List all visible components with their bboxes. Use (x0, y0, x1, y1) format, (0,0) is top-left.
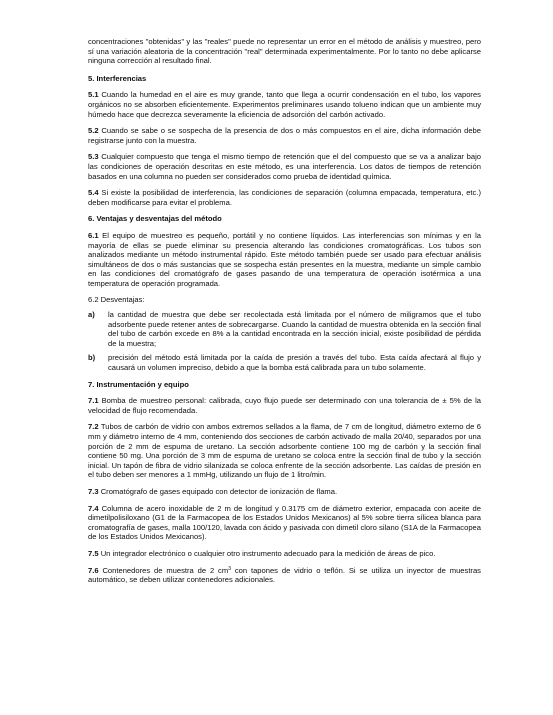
list-text: la cantidad de muestra que debe ser recolectada está limitada por el número de miligramos que el tubo adsorbente puede retener antes de sobrecargarse. Cuando la cantidad de muestra obtenida en la sección final del tubo de carbón excede en 8% a la cantidad encontrada en la sección inicial, existe posibilidad de pérdida de la muestra; (108, 310, 481, 348)
clause-text: Bomba de muestreo personal: calibrada, cuyo flujo puede ser determinado con una tolerancia de ± 5% de la velocidad de flujo recomendada. (88, 396, 481, 415)
clause-number: 7.2 (88, 422, 99, 432)
list-item-a (88, 310, 481, 348)
clause-text-pre: Contenedores de muestra de 2 cm (102, 565, 229, 575)
section-6-heading: 6. Ventajas y desventajas del método (88, 214, 222, 224)
clause-text: Cuando la humedad en el aire es muy grande, tanto que llega a ocurrir condensación en el tubo, los vapores orgánicos no se absorben eficientemente. Experimentos preliminares usando tolueno indican que un ambiente muy húmedo hace que decrezca severamente la eficiencia de adsorción del carbón activado. (88, 90, 481, 119)
paragraph-6-2: 6.2 Desventajas: (88, 295, 145, 305)
paragraph-7-6 (88, 566, 481, 585)
paragraph-7-3 (88, 487, 481, 497)
paragraph-7-5 (88, 549, 481, 559)
section-7-heading: 7. Instrumentación y equipo (88, 379, 189, 389)
clause-number: 5.3 (88, 152, 99, 162)
clause-text: Cuando se sabe o se sospecha de la presencia de dos o más compuestos en el aire, dicha información debe registrarse junto con la muestra. (88, 126, 481, 145)
clause-number: 7.1 (88, 396, 99, 406)
clause-text-post: con tapones de vidrio o teflón. Si se utiliza un inyector de muestras automático, se deben utilizar contenedores adicionales. (88, 565, 481, 585)
list-text: precisión del método está limitada por la caída de presión a través del tubo. Esta caída afectará al flujo y causará un volumen impreciso, debido a que la bomba está calibrada para un tubo solamente. (108, 353, 481, 373)
clause-text: Columna de acero inoxidable de 2 m de longitud y 0.3175 cm de diámetro exterior, empacada con aceite de dimetilpolisiloxano (G1 de la Farmacopea de los Estados Unidos Mexicanos) al 5% sobre tierra sílicea blanca para cromatografía de gases, malla 100/120, lavada con ácido y pasivada con dimetil cloro silano (S1A de la Farmacopea de los Estados Unidos Mexicanos). (88, 503, 481, 542)
clause-number: 7.6 (88, 565, 99, 575)
paragraph-5-3 (88, 152, 481, 181)
paragraph-7-2 (88, 422, 481, 480)
clause-text: Cromatógrafo de gases equipado con detector de ionización de flama. (100, 486, 338, 496)
superscript: 3 (228, 565, 231, 572)
clause-number: 7.4 (88, 503, 99, 513)
clause-number: 5.1 (88, 90, 99, 100)
intro-paragraph: concentraciones "obtenidas" y las "reales" puede no representar un error en el método de análisis y muestreo, pero sí una variación aleatoria de la concentración "real" determinada experimentalmente. Por lo tanto no debe aplicarse ninguna corrección al resultado final. (88, 37, 481, 66)
paragraph-6-1 (88, 231, 481, 289)
clause-number: 6.1 (88, 230, 99, 240)
clause-text: Tubos de carbón de vidrio con ambos extremos sellados a la flama, de 7 cm de longitud, diámetro externo de 6 mm y diámetro interno de 4 mm, conteniendo dos secciones de carbón activado de malla 20/40, separados por una porción de 2 mm de espuma de uretano. La sección adsorbente contiene 100 mg de carbón y la sección final contiene 50 mg. Una porción de 3 mm de espuma de uretano se coloca entre la sección final de tubo y la sección inicial. Un tapón de fibra de vidrio silanizada se coloca enfrente de la sección adsorbente. Las caídas de presión en el tubo deben ser menores a 1 mmHg, utilizando un flujo de 1 litro/min. (88, 422, 481, 480)
clause-number: 5.2 (88, 126, 99, 136)
paragraph-5-1 (88, 90, 481, 119)
section-5-heading: 5. Interferencias (88, 73, 147, 83)
list-label: a) (88, 310, 95, 320)
paragraph-7-1 (88, 396, 481, 415)
clause-text: Si existe la posibilidad de interferencia, las condiciones de separación (columna empacada, temperatura, etc.) deben modificarse para evitar el problema. (88, 188, 481, 207)
clause-number: 7.5 (88, 548, 99, 558)
paragraph-5-4 (88, 188, 481, 207)
paragraph-5-2 (88, 126, 481, 145)
clause-number: 7.3 (88, 486, 99, 496)
clause-number: 5.4 (88, 188, 99, 198)
clause-text: El equipo de muestreo es pequeño, portátil y no contiene líquidos. Las interferencias son mínimas y en la mayoría de ellas se puede eliminar su presencia alterando las condiciones cromatográficas. Los tubos son analizados mediante un método instrumental rápido. Este método también puede ser usado para efectuar análisis simultáneos de dos o más sustancias que se sospecha están presentes en la muestra, mediante un simple cambio en las condiciones del cromatógrafo de gases pasando de una temperatura de operación isotérmica a una temperatura de operación programada. (88, 230, 481, 288)
clause-text: Cualquier compuesto que tenga el mismo tiempo de retención que el del compuesto que se va a analizar bajo las condiciones de operación descritas en este método, es una interferencia. Los datos de tiempos de retención basados en una columna no pueden ser considerados como prueba de identidad química. (88, 152, 481, 181)
list-label: b) (88, 353, 96, 363)
list-item-b (88, 353, 481, 372)
paragraph-7-4 (88, 504, 481, 542)
clause-text: Un integrador electrónico o cualquier otro instrumento adecuado para la medición de áreas de pico. (100, 548, 436, 558)
